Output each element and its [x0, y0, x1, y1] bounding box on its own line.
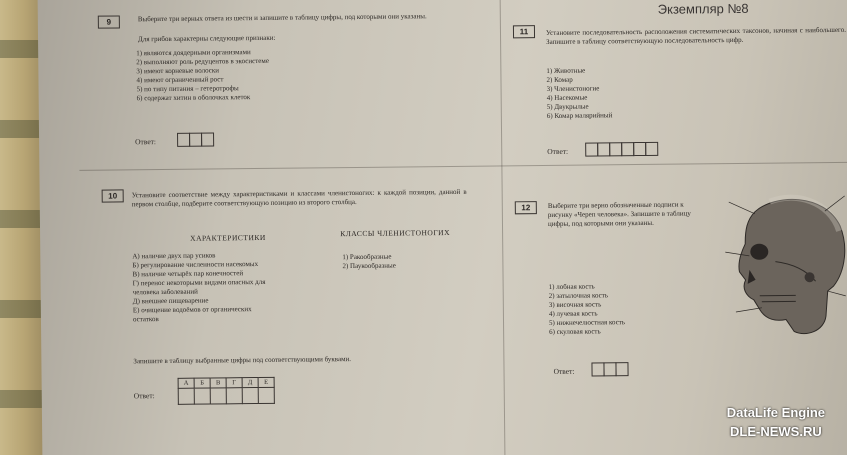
q10-number: 10 [102, 189, 124, 202]
letter-header: А [178, 378, 194, 388]
q10-characteristic: остатков [132, 315, 159, 324]
q11-option: 6) Комар малярийный [546, 111, 613, 120]
q9-option: 2) выполняют роль редуцентов в экосистеме [136, 56, 269, 67]
watermark-line1: DataLife Engine [726, 405, 825, 420]
q12-answer-boxes[interactable] [591, 362, 627, 376]
answer-cell[interactable] [645, 142, 658, 156]
letter-header: Е [258, 377, 274, 387]
q10-prompt: Установите соответствие между характеристиками и классами членистоногих: к каждой позиции, данной в первом столбце, подберите соответствующую позицию из второго столбца. [131, 187, 467, 209]
row-divider [79, 162, 847, 171]
q10-characteristic: Д) внешнее пищеварение [132, 296, 209, 306]
q9-options [136, 48, 269, 103]
q11-number: 11 [513, 25, 535, 38]
q12-option: 2) затылочная кость [548, 291, 609, 300]
q10-answer-label: Ответ: [133, 391, 155, 401]
letter-header: Б [194, 378, 210, 388]
watermark [727, 403, 825, 441]
q11-option: 4) Насекомые [546, 93, 588, 102]
q10-characteristic: Е) очищение водоёмов от органических [132, 305, 252, 315]
skull-illustration [715, 191, 847, 342]
q11-answer-label: Ответ: [547, 146, 569, 156]
answer-cell[interactable] [242, 388, 258, 404]
q9-option: 6) содержат хитин в оболочках клеток [136, 93, 251, 103]
answer-cell[interactable] [210, 388, 226, 404]
letter-header: Г [226, 378, 242, 388]
answer-cell[interactable] [194, 388, 210, 404]
q9-answer-boxes[interactable] [177, 132, 213, 146]
answer-cell[interactable] [178, 388, 194, 404]
watermark-line2: DLE-NEWS.RU [730, 424, 822, 439]
answer-cell[interactable] [258, 387, 274, 403]
q9-answer-label: Ответ: [135, 137, 157, 147]
q10-characteristics [132, 251, 266, 324]
answer-cell[interactable] [226, 388, 242, 404]
q10-classes [342, 253, 396, 272]
q12-option: 5) нижнечелюстная кость [548, 318, 626, 327]
q11-options [546, 66, 612, 121]
q10-col1-title: ХАРАКТЕРИСТИКИ [190, 232, 266, 243]
q11-option: 1) Животные [546, 66, 586, 75]
exam-sheet [38, 0, 847, 455]
q12-option: 3) височная кость [548, 300, 602, 309]
q10-instruction: Запишите в таблицу выбранные цифры под соответствующими буквами. [133, 355, 352, 366]
q11-option: 2) Комар [546, 75, 573, 84]
q11-option: 5) Двукрылые [546, 102, 589, 111]
q11-answer-boxes[interactable] [585, 142, 657, 157]
q9-option: 5) по типу питания – гетеротрофы [136, 84, 239, 94]
answer-cell[interactable] [201, 132, 214, 146]
q9-option: 4) имеют ограниченный рост [136, 75, 224, 85]
letter-header: Д [242, 378, 258, 388]
q10-characteristic: человека заболеваний [132, 287, 198, 297]
q10-class: 1) Ракообразные [342, 252, 392, 262]
answer-cell[interactable] [615, 362, 628, 376]
q10-characteristic: А) наличие двух пар усиков [132, 251, 216, 261]
letter-header: В [210, 378, 226, 388]
q12-options [549, 282, 626, 337]
q12-option: 4) лучевая кость [548, 309, 598, 318]
q9-option: 1) являются доядерными организмами [136, 48, 251, 58]
q11-option: 3) Членистоногие [546, 84, 600, 93]
q10-class: 2) Паукообразные [342, 261, 396, 271]
column-divider [500, 0, 506, 455]
q12-answer-label: Ответ: [553, 366, 575, 376]
q10-characteristic: Б) регулирование численности насекомых [132, 260, 259, 270]
variant-title: Экземпляр №8 [657, 0, 749, 17]
q12-number: 12 [515, 201, 537, 214]
q12-prompt: Выберите три верно обозначенные подписи к рисунку «Череп человека». Запишите в таблицу цифры, под которыми они указаны. [547, 200, 691, 228]
q10-characteristic: В) наличие четырёх пар конечностей [132, 269, 244, 279]
q9-option: 3) имеют корневые волоски [136, 66, 220, 76]
q11-prompt: Установите последовательность расположения систематических таксонов, начиная с наибольшего. Запишите в таблицу соответствующую последовательность цифр. [545, 25, 847, 46]
q12-option: 6) скуловая кость [549, 327, 601, 336]
q10-col2-title: КЛАССЫ ЧЛЕНИСТОНОГИХ [340, 228, 451, 239]
q9-subprompt: Для грибов характерны следующие признаки: [137, 33, 276, 44]
q10-characteristic: Г) перенос некоторыми видами опасных для [132, 277, 266, 288]
q9-number: 9 [98, 15, 120, 28]
q10-answer-grid[interactable] [178, 377, 275, 405]
q12-option: 1) лобная кость [548, 282, 595, 291]
q9-prompt: Выберите три верных ответа из шести и запишите в таблицу цифры, под которыми они указаны. [137, 12, 427, 24]
